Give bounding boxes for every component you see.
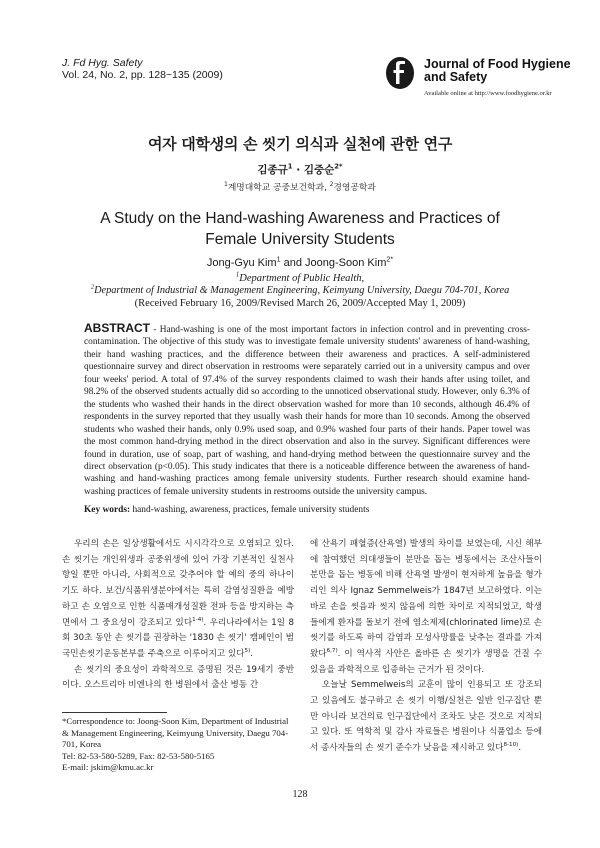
author-separator: · [292, 164, 304, 176]
brand-line-2: and Safety [424, 70, 488, 84]
author-2-ko-sup [334, 163, 342, 171]
body-text: 우리의 손은 일상생활에서도 시시각각으로 오염되고 있다. 손 씻기는 개인위생과 공중위생에 있어 가장 기본적인 실천사항일 뿐만 아니라, 사회적으로 갖추어야 할 예의 중의 하나이기도 하다. 보건/식품위생분야에서는 특히 감염성질환을 예방하고 손 오염으로 인한 식품매개성질환 전파 등을 방지하는 측면에서 그 중요성이 강조되고 있다 [62, 539, 294, 628]
body-text: . [250, 648, 253, 659]
author-1-ko-sup: 1 [287, 162, 293, 171]
affiliation-english-2 [62, 285, 538, 296]
body-column-left [62, 537, 294, 694]
body-text: . 우리나라에서는 1일 8회 30초 동안 손 씻기를 권장하는 '1830 손 씻기' 캠페인이 범국민손씻기운동본부를 주축으로 이루어지고 있다 [62, 617, 295, 659]
abstract [84, 322, 530, 498]
body-text: 에 산욕기 패혈증(산욕열) 발생의 차이를 보였는데, 시신 해부에 참여했던 의대생들이 분만을 돕는 병동에서는 조산사들이 분만을 돕는 병동에 비해 산욕열 발생이 현저하게 높음을 형가리인 의사 Ignaz Semmelweis가 1847년 보고하였다. 이는 바로 손을 씻음과 씻지 않음에 의한 차이로 지적되었고, 학생들에게 환자를 돌보기 전에 염소제제(chlorinated lime)로 손 씻기를 하도록 하여 감염과 모성사망률을 낮추는 결과를 가져왔다 [310, 539, 542, 659]
body-column-right [310, 537, 542, 757]
affiliation-korean [0, 180, 600, 193]
journal-info [62, 57, 223, 81]
title-en-line-2: Female University Students [205, 231, 395, 248]
citation: 8-10) [503, 742, 519, 749]
footnote-line-1: *Correspondence to: Joong-Soon Kim, Department of Industrial & Management Engineering, Keimyung University, Daegu 704-701, Korea [62, 716, 289, 749]
body-text: . 이 역사적 사안은 올바른 손 씻기가 생명을 건질 수 있음을 과학적으로 입증하는 근거가 된 것이다. [310, 648, 542, 675]
authors-korean [0, 162, 600, 177]
keywords-text: hand-washing, awareness, practices, female university students [130, 505, 370, 515]
affil-en-sup-2: 2 [90, 283, 95, 291]
author-1-en: Jong-Gyu Kim [206, 257, 277, 269]
abstract-text: Hand-washing is one of the most important factors in infection control and in preventing cross-contamination. The objective of this study was to investigate female university students' awareness of hand-washing, their hand washing practices, and the difference between their awareness and practices. A self-administered questionnaire survey and direct observation in restrooms were separately carried out in a university campus and over four weeks' period. A total of 97.4% of the survey respondents claimed to wash their hands after using toilet, and 98.2% of the observed students actually did so according to the unnoticed observational study. However, only 6.3% of the students who washed their hands in the direct observation washed for more than 10 seconds, although 46.4% of respondents in the survey reported that they usually wash their hands for more than 10 seconds. Among the observed students who washed their hands, only 0.9% used soap, and 0.9% washed four parts of their hands. Paper towel was the most common hand-drying method in the direct observation and also in the survey. Significant differences were found in duration, use of soap, part of washing, and hand-drying method between the questionnaire survey and the direct observation (p<0.05). This study indicates that there is a noticeable difference between the awareness of hand-washing and hand-washing practices among female university students. Further research should examine hand-washing practices of female university students in restrooms outside the university campus. [84, 325, 530, 497]
journal-abbrev: J. Fd Hyg. Safety [62, 57, 143, 69]
affil-ko-text-2: 경영공학과 [333, 183, 376, 193]
brand-line-1: Journal of Food Hygiene [424, 57, 571, 71]
author-2-en-mark: * [390, 255, 394, 264]
footnote-line-2: Tel: 82-53-580-5289, Fax: 82-53-580-5165 [62, 750, 215, 761]
citation: 5) [244, 648, 251, 655]
body-paragraph [62, 537, 294, 663]
received-dates: (Received February 16, 2009/Revised March 26, 2009/Accepted May 1, 2009) [134, 298, 466, 309]
title-english [70, 208, 530, 250]
author-2-en: Joong-Soon Kim [305, 257, 387, 269]
author-2-en-sup [386, 255, 393, 263]
keywords-label: Key words: [84, 505, 131, 515]
correspondence-footnote [62, 716, 294, 774]
citation: 6,7) [326, 648, 338, 655]
volume-info: Vol. 24, No. 2, pp. 128~135 (2009) [62, 69, 223, 81]
affil-ko-text-1: 계명대학교 공중보건학과, [227, 183, 330, 193]
footnote-divider [62, 712, 167, 713]
authors-english [0, 257, 600, 269]
author-2-ko: 김중순 [303, 164, 335, 176]
author-2-ko-mark: * [339, 162, 343, 171]
abstract-dash: - [150, 325, 160, 335]
author-1-ko: 김종규 [257, 164, 288, 176]
body-text: 손 씻기의 중요성이 과학적으로 증명된 것은 19세기 중반이다. 오스트리아 비엔나의 한 병원에서 출산 병동 간 [62, 664, 294, 691]
abstract-label: ABSTRACT [84, 321, 150, 335]
body-paragraph [62, 663, 294, 694]
body-text: . [518, 743, 522, 754]
affil-en-text-1: Department of Public Health, [239, 273, 365, 284]
body-text: 오늘날 Semmelweis의 교훈이 많이 인용되고 또 강조되고 있음에도 불구하고 손 씻기 이행/실천은 일반 인구집단 뿐만 아니라 보건의료 인구집단에서 조차도 낮은 것으로 지적되고 있다. 또 역학적 및 감사 자료들은 병원이나 식품업소 등에서 종사자들의 손 씻기 준수가 낮음을 제시하고 있다 [310, 680, 542, 754]
citation: 1-4) [192, 616, 204, 623]
footnote-line-3: E-mail: jskim@kmu.ac.kr [62, 762, 154, 772]
body-paragraph [310, 678, 542, 757]
brand-url: Available online at http://www.foodhygiene.or.kr [424, 90, 552, 97]
title-en-line-1: A Study on the Hand-washing Awareness and Practices of [100, 210, 500, 227]
affil-ko-sup-2: 2 [329, 182, 334, 189]
author-connector: and [280, 257, 306, 269]
body-paragraph [310, 537, 542, 678]
author-1-en-sup: 1 [276, 255, 281, 264]
page-number: 128 [292, 789, 308, 800]
affil-en-text-2: Department of Industrial & Management Engineering, Keimyung University, Daegu 704-701, Korea [94, 285, 510, 296]
affil-ko-sup-1: 1 [224, 182, 228, 189]
author-2-en-sup-num: 2 [386, 255, 391, 264]
affiliation-english-1 [0, 273, 600, 284]
affil-en-sup-1: 1 [235, 271, 240, 279]
title-korean: 여자 대학생의 손 씻기 의식과 실천에 관한 연구 [147, 135, 453, 153]
keywords [84, 505, 530, 515]
journal-logo-icon [385, 56, 415, 90]
journal-brand [424, 58, 571, 84]
author-2-ko-sup-num: 2 [334, 162, 340, 171]
